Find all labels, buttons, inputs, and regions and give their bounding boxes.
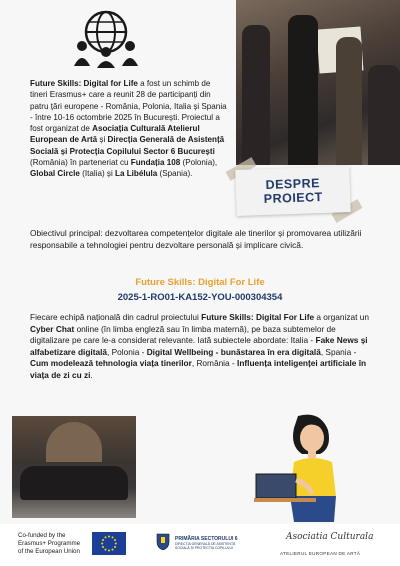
group-silhouette [20, 466, 128, 500]
intro-organizer-1: Asociația Culturală Atelierul European de Artă [30, 124, 200, 145]
intro-partner-3: La Libélula [115, 169, 158, 179]
badge-line-2: PROIECT [263, 189, 324, 207]
body-text: Fiecare echipă națională din cadrul proiectului [30, 312, 202, 322]
woman-laptop-illustration [254, 410, 364, 522]
primaria-logo-text [175, 536, 238, 550]
crest-icon [156, 532, 170, 550]
atelier-logo-subtitle: ATELIERUL EUROPEAN DE ARTĂ [280, 551, 361, 556]
objective-paragraph: Obiectivul principal: dezvoltarea competențelor digitale ale tinerilor și promovarea utilizării responsabile a tehnologiei pentru dezvoltare personală și implicare civică. [30, 228, 362, 250]
globe-people-icon [70, 8, 142, 68]
topic-italy: Fake News și alfabetizare digitală [30, 335, 368, 357]
eu-line: Erasmus+ Programme [18, 540, 81, 547]
person-silhouette [336, 37, 362, 165]
person-silhouette [368, 65, 400, 165]
primaria-sub: SOCIALĂ ȘI PROTECȚIA COPILULUI [175, 546, 233, 551]
eu-line: Co-funded by the [18, 532, 66, 539]
building-arch [46, 422, 102, 462]
body-project-name: Future Skills: Digital For Life [201, 312, 315, 322]
cyber-chat-paragraph [30, 312, 370, 382]
topic-spain: Cum modelează tehnologia viața tinerilor [30, 358, 192, 369]
person-silhouette [242, 25, 270, 165]
project-title: Future Skills: Digital For Life [135, 277, 265, 288]
body-text: . [90, 369, 93, 380]
eu-line: of the European Union [18, 548, 80, 555]
intro-text: a fost un schimb de tineri Erasmus+ care a reunit 28 de participanți din patru țări europene - România, Polonia, Italia și Spania - între 10-16 octombrie 2025 în București. Proiectul a fost organizat de [30, 79, 227, 134]
badge-line-1: DESPRE [265, 176, 321, 192]
body-text: online (în limba engleză sau în limba maternă), pe baza subtemelor de digitalizare pe care le-a considerat relevante. Iată subiectele abordate: Italia - [30, 323, 336, 346]
intro-text: (Italia) și [79, 169, 116, 179]
intro-organizer-2: Direcția Generală de Asistență Socială și Protecția Copilului Sector 6 București [30, 135, 225, 156]
eu-cofunded-text [18, 532, 98, 556]
body-text: , Polonia - [107, 346, 147, 357]
topic-romania: Influența inteligenței artificiale în viața de zi cu zi [30, 358, 367, 380]
intro-text: (Polonia), [180, 158, 218, 168]
body-cyber-chat: Cyber Chat [30, 323, 75, 334]
intro-text: (România) în parteneriat cu [30, 158, 131, 168]
body-text: a organizat un [314, 312, 369, 322]
intro-project-name: Future Skills: Digital for Life [30, 79, 138, 88]
eu-flag-icon [92, 532, 126, 555]
body-text: , România - [191, 358, 238, 369]
project-code: 2025-1-RO01-KA152-YOU-000304354 [117, 292, 283, 303]
intro-paragraph [30, 78, 230, 180]
group-night-photo [12, 416, 136, 518]
atelier-signature-logo: Asociatia Culturala [286, 532, 374, 542]
despre-proiect-badge [235, 166, 351, 216]
intro-partner-2: Global Circle [30, 169, 80, 179]
group-presentation-photo [236, 0, 400, 165]
intro-partner-1: Fundația 108 [130, 158, 181, 168]
topic-poland: Digital Wellbeing - bunăstarea în era digitală [146, 346, 321, 357]
intro-text: (Spania). [157, 169, 193, 179]
intro-text: și [97, 135, 108, 145]
body-text: , Spania - [320, 346, 357, 357]
primaria-sub: DIRECȚIA GENERALĂ DE ASISTENȚĂ [175, 542, 236, 546]
primaria-name: PRIMĂRIA SECTORULUI 6 [175, 536, 238, 542]
person-silhouette [288, 15, 318, 165]
